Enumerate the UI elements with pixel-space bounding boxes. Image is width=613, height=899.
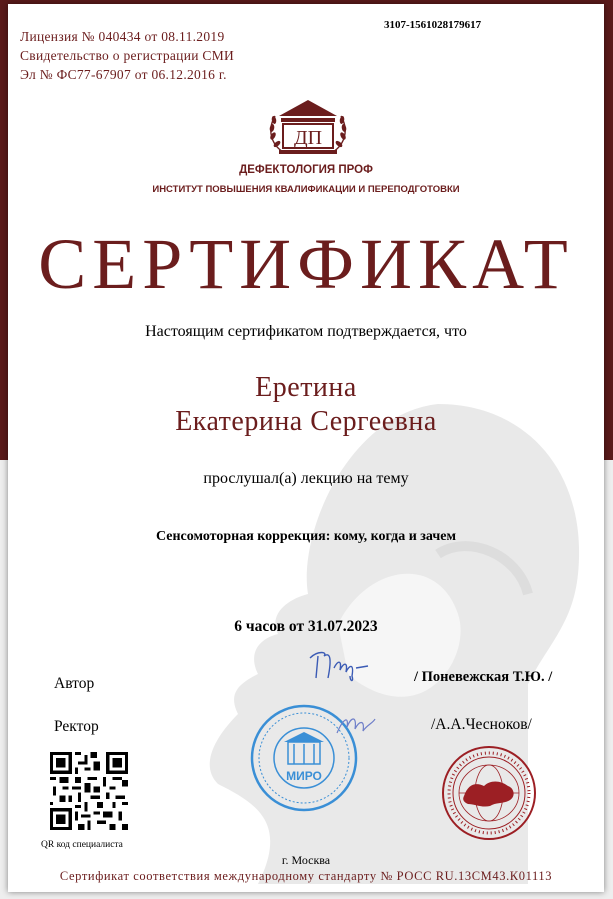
qr-label: QR код специалиста xyxy=(41,840,123,850)
organization-name: ДЕФЕКТОЛОГИЯ ПРОФ xyxy=(239,164,373,176)
hours-and-date: 6 часов от 31.07.2023 xyxy=(234,618,378,635)
license-line-3: Эл № ФС77-67907 от 06.12.2016 г. xyxy=(20,67,227,82)
building-icon xyxy=(279,100,337,154)
laurel-left-icon xyxy=(269,116,283,152)
recipient-surname: Еретина xyxy=(255,372,357,403)
author-name: / Поневежская Т.Ю. / xyxy=(414,669,553,685)
license-info xyxy=(20,27,234,84)
certificate-sheet xyxy=(8,4,604,892)
seal-blue-label: МИРО xyxy=(286,769,322,783)
organization-subtitle: ИНСТИТУТ ПОВЫШЕНИЯ КВАЛИФИКАЦИИ И ПЕРЕПОДГОТОВКИ xyxy=(152,184,460,195)
city: г. Москва xyxy=(281,853,331,867)
certification-seal-stamp xyxy=(440,744,538,842)
listened-text: прослушал(а) лекцию на тему xyxy=(203,470,409,487)
laurel-right-icon xyxy=(333,116,347,152)
russia-map-icon xyxy=(463,782,513,807)
author-signature xyxy=(304,646,372,684)
institute-logo xyxy=(263,98,353,160)
qr-code-icon xyxy=(50,752,128,830)
author-label: Автор xyxy=(54,675,95,692)
rector-signature xyxy=(333,709,378,739)
license-line-1: Лицензия № 040434 от 08.11.2019 xyxy=(20,29,225,44)
certificate-code: 3107-1561028179617 xyxy=(384,19,482,31)
lecture-topic: Сенсомоторная коррекция: кому, когда и зачем xyxy=(155,529,457,544)
rector-name: /А.А.Чесноков/ xyxy=(431,716,532,733)
certificate-title: СЕРТИФИКАТ xyxy=(38,224,574,304)
recipient-given-names: Екатерина Сергеевна xyxy=(175,406,437,437)
rector-label: Ректор xyxy=(54,718,99,735)
logo-letters: ДП xyxy=(293,127,323,149)
footer-standard: Сертификат соответствия международному стандарту № РОСС RU.13СМ43.К01113 xyxy=(59,869,553,883)
confirm-text: Настоящим сертификатом подтверждается, что xyxy=(145,323,467,340)
license-line-2: Свидетельство о регистрации СМИ xyxy=(20,48,235,63)
